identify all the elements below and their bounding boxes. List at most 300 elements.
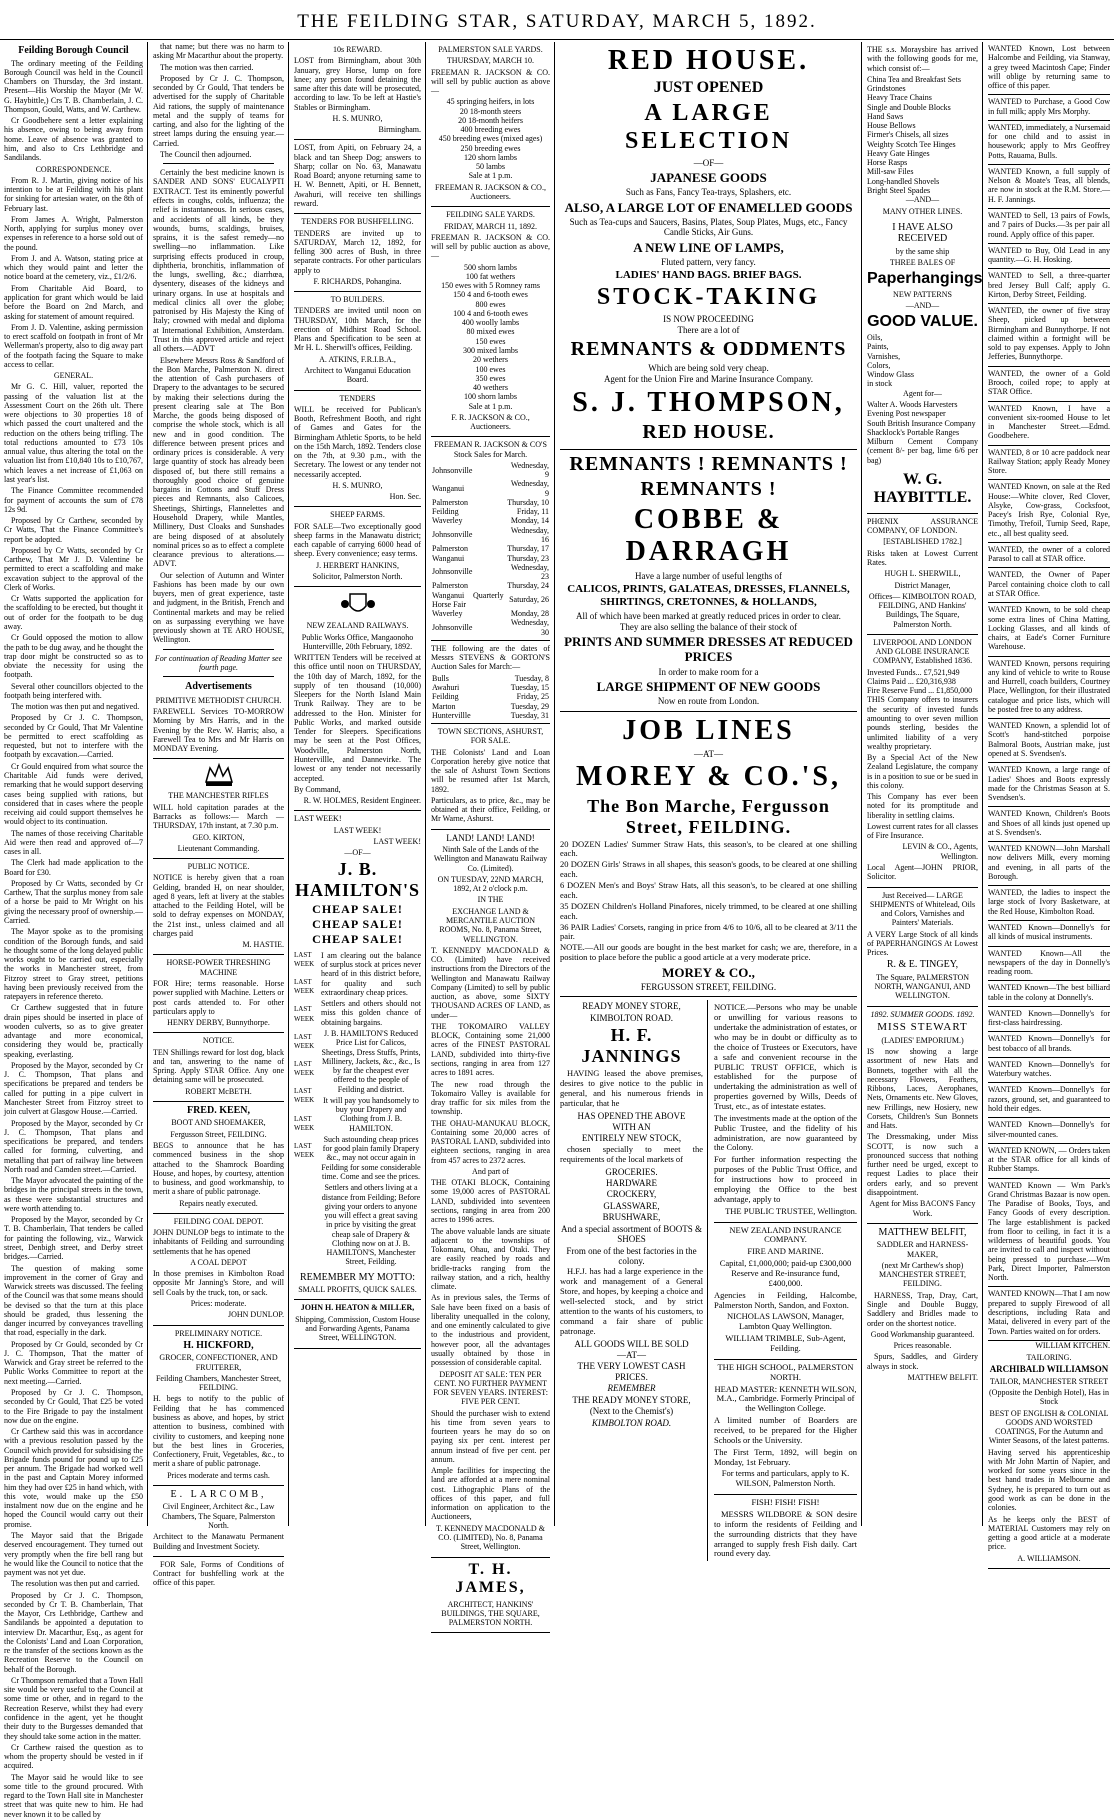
council-para: Cr Thompson remarked that a Town Hall site would be very useful to the Council at some time or other, and in regard to the Recreation Reserve, whilst they had every confidence in the agent, yet he thought their duty to the Burgesses demanded that they should take some action in the matter. <box>4 1675 143 1741</box>
wanted-ad <box>988 244 1110 270</box>
wanted-ad <box>988 402 1110 446</box>
job-line: 20 DOZEN Girls' Straws in all shapes, this season's goods, to be cleared at one shilling each. <box>560 859 857 880</box>
council-para: The Mayor spoke as to the promising condition of the Borough funds, and said he thought some of the long delayed public works ought to be carried out, especially the works in Manchester street, from Fitzroy street to Gray street, petitions having been previously received from the ratepayers in reference thereto. <box>4 927 143 1002</box>
ad-text: The investments made at the option of the Public Trustee, and the fidelity of his administration, are now guaranteed by the Colony. <box>714 1112 857 1153</box>
goods-item: Firmer's Chisels, all sizes <box>867 130 949 140</box>
wanted-ad <box>988 304 1110 367</box>
ad-text: THE READY MONEY STORE, <box>572 1394 691 1405</box>
ad-heading: TO BUILDERS. <box>330 295 385 305</box>
ad-text: Sale at 1 p.m. <box>468 171 513 181</box>
ad-morey-job-lines <box>560 715 857 998</box>
council-para: Proposed by Cr Gould, seconded by Cr J. C. Thompson, That the matter of Warwick and Gray street be referred to the Public Works Committee to report at the next meeting.—Carried. <box>4 1339 143 1386</box>
ad-text: A limited number of Boarders are received, to be prepared for the Higher Schools or the University. <box>714 1415 857 1445</box>
wanted-ad-text: WANTED, the Owner of Paper Parcel containing choice cloth to call at STAR Office. <box>988 570 1110 599</box>
ad-text: Offices— KIMBOLTON ROAD, FEILDING, AND Hankins' Buildings, The Square, Palmerston North. <box>868 591 977 629</box>
council-para: The question of making some improvement in the corner of Gray and Warwick streets was discussed. The feeling of the Council was that some means should be devised so that the turn at this place should be graded, thus lessening the danger incurred by conveyances travelling that road, especially in the dark. <box>4 1263 143 1338</box>
ad-text: EXCHANGE LAND & MERCANTILE AUCTION ROOMS, No. 8, Panama Street, WELLINGTON. <box>439 906 542 944</box>
table-cell: Thursday, 23 <box>507 553 549 563</box>
column-7-wanted <box>984 42 1114 1563</box>
wanted-ad <box>988 1118 1110 1144</box>
ad-signature: WILLIAM TRIMBLE, Sub-Agent, Feilding. <box>725 1333 846 1353</box>
stock-line: 40 wethers <box>473 383 508 393</box>
ad-text: —AND— <box>905 195 940 205</box>
ad-threshing-machine <box>153 958 284 1033</box>
last-week-label: LAST WEEK <box>294 1087 315 1105</box>
table-cell: Palmerston <box>432 544 468 554</box>
ad-signature: F. RICHARDS, Pohangina. <box>313 276 402 286</box>
ad-text: And a special assortment of BOOTS & SHOES <box>561 1223 702 1245</box>
ad-text: MESSRS WILDBORE & SON desire to inform the residents of Feilding and the surrounding districts that they have arranged to supply fresh Fish daily. Cart round every day. <box>714 1508 857 1559</box>
ad-heading: JUST OPENED <box>653 79 764 97</box>
table-row <box>431 554 550 563</box>
table-cell: Thursday, 17 <box>507 544 549 554</box>
ad-heading: I HAVE ALSO RECEIVED <box>892 221 953 245</box>
last-week-labels <box>294 951 318 1269</box>
ad-heading: MATTHEW BELFIT, <box>878 1226 967 1238</box>
ad-signature: JOHN DUNLOP. <box>227 1310 284 1320</box>
ad-text: Such astounding cheap prices for good plain family Drapery &c., may not occur again in Feilding for some considerable time. Come and see the prices. <box>321 1134 421 1181</box>
table-cell: Wednesday, 16 <box>510 525 549 545</box>
council-heading: Feilding Borough Council <box>18 45 129 56</box>
wanted-ad-text: WANTED Known—All the newspapers of the day in Donnelly's reading room. <box>988 948 1110 977</box>
goods-item: Hand Saws <box>867 111 904 121</box>
ad-heading: REMNANTS ! REMNANTS ! <box>569 453 848 476</box>
council-para: Proposed by the Mayor, seconded by Cr J. C. Thompson, That plans and specifications be prepared, and tenders called for forming, culverting, and metalling that part of railway line between North road and Camden street.—Carried. <box>4 1118 143 1174</box>
job-line: 6 DOZEN Men's and Boys' Straw Hats, all this season's, to be cleared at one shilling each. <box>560 880 857 900</box>
ad-heading: W. G. HAYBITTLE. <box>873 470 972 507</box>
ad-to-builders <box>294 295 421 390</box>
ad-text: DEPOSIT AT SALE: TEN PER CENT. NO FURTHER PAYMENT FOR SEVEN YEARS. INTEREST: FIVE PER CENT. <box>433 1369 548 1407</box>
ad-sheep-farms <box>294 510 421 587</box>
ad-text: HARNESS, Trap, Dray, Cart, Single and Double Buggy, Saddlery and Bridles made to order on the shortest notice. <box>867 1290 978 1328</box>
last-week-texts <box>321 951 421 1269</box>
ad-lost-dog <box>294 143 421 214</box>
ad-heading: PRELIMINARY NOTICE. <box>174 1328 263 1338</box>
table-row <box>431 498 550 507</box>
ad-heaton-miller <box>294 1303 421 1348</box>
stock-line: 150 ewes <box>475 336 506 346</box>
ad-text: And part of <box>472 1166 509 1176</box>
ad-text: Lowest current rates for all classes of Fire Insurance. <box>867 821 978 841</box>
ad-text: The Square, PALMERSTON NORTH, WANGANUI, AND WELLINGTON. <box>874 972 971 1001</box>
ad-text: WRITTEN Tenders will be received at this office until noon on THURSDAY, the 10th day of March, 1892, for the supply of ten thousand (10,000) Sleepers for the North Island Main Trunk Railway. They are to be addressed to the Hon. Minister for Public Works, and marked outside Tender for Sleepers. Specifications may be seen at the Post Offices, Woodville, Palmerston North, Huntervillle, and Dannevirke. The lowest or any tender not necessarily accepted. <box>294 653 421 783</box>
stock-item: Window Glass <box>867 370 915 380</box>
ad-text: The Dressmaking, under Miss SCOTT, is now such a pronounced success that nothing further need be urged, except to request Ladies to place their orders early, and so prevent disappointment. <box>867 1132 978 1198</box>
ad-text: LAST WEEK! <box>333 825 382 835</box>
ad-heading: MOREY & CO.'S, <box>576 761 841 793</box>
ad-heading: HAS OPENED THE ABOVE <box>577 1110 686 1121</box>
wanted-ad-text: WANTED to Buy, Old Lead in any quantity.—G. H. Hosking. <box>988 245 1110 265</box>
fund-item: Invested Funds... £7,521,949 <box>867 667 960 677</box>
wanted-ad <box>988 367 1110 402</box>
wanted-ad-text: WANTED Known, Children's Boots and Shoes of all kinds just opened up at S. Svendsen's. <box>988 809 1110 837</box>
ad-text: Ample facilities for inspecting the land are afforded at a mere nominal cost. Lithographic Plans of the offices of this paper, and full information on application to the Auctioneers, <box>431 1466 550 1522</box>
ad-reward <box>294 45 421 140</box>
council-para: Proposed by Cr J. C. Thompson, seconded by Cr Gould, That £25 be voted to the Fire Brigade to pay the instalment now due on the engine. <box>4 1387 143 1425</box>
wanted-ad-text: WANTED Known—Donnelly's for all kinds of musical instruments. <box>988 922 1110 942</box>
ad-text: There are a lot of <box>677 325 740 336</box>
ad-signature: J. HERBERT HANKINS, <box>316 560 399 570</box>
ad-auction-dates <box>431 644 550 724</box>
ad-signature: THE PUBLIC TRUSTEE, Wellington. <box>725 1205 857 1216</box>
ad-signature: HUGH L. SHERWILL, <box>884 569 961 579</box>
job-line: 20 DOZEN Ladies' Summer Straw Hats, this season's, to be cleared at one shilling each. <box>560 838 857 859</box>
ad-text: THE OTAKI BLOCK, Containing some 19,000 acres of PASTORAL LAND, subdivided into seventeen sections, ranging in area from 200 acres to 1996 acres. <box>431 1178 550 1225</box>
ad-town-sections <box>431 727 550 830</box>
ad-williamson <box>988 1353 1110 1569</box>
ad-heading: NOTICE. <box>202 1036 235 1046</box>
ad-text: (next Mr Carthew's shop) MANCHESTER STREET, FEILDING. <box>879 1260 966 1289</box>
ad-notice-dog <box>153 1036 284 1102</box>
ad-text: THE s.s. Moraysbire has arrived with the following goods for me, which consist of:— <box>867 45 978 73</box>
ad-signature: GEO. KIRTON, <box>192 832 245 842</box>
stock-item: Colors, <box>867 360 891 370</box>
wanted-ad-text: WANTED, the ladies to inspect the large stock of Ivory Basketware, at the Red House, Kimbolton Road. <box>988 888 1110 916</box>
ad-hickford <box>153 1329 284 1486</box>
goods-item: Horse Rasps <box>867 158 908 168</box>
job-line: 35 DOZEN Children's Holland Pinafores, nicely trimmed, to be cleared at one shilling each. <box>560 900 857 921</box>
ad-subheading: Public Works Office, Mangaonoho Huntervillle, 20th February, 1892. <box>301 632 414 651</box>
ad-heading: GOOD VALUE. <box>867 312 978 330</box>
stock-line: 20 wethers <box>473 355 508 365</box>
ad-text: THE VERY LOWEST CASH PRICES. <box>577 1361 686 1382</box>
last-week-block <box>294 951 421 1269</box>
wanted-ad <box>988 1007 1110 1033</box>
ad-signature: NICHOLAS LAWSON, Manager, Lambton Quay Wellington. <box>726 1311 845 1332</box>
ad-heading: LARGE SHIPMENT OF NEW GOODS <box>596 678 821 694</box>
fund-item: Claims Paid ... £20,316,938 <box>867 676 956 686</box>
stock-sales-table <box>431 461 550 637</box>
goods-item: Grindstones <box>867 84 906 94</box>
council-para: Cr Goodbehere sent a letter explaining his absence, owing to being away from home. Leave of absence was granted to him, and also to Crs Lethbridge and Sandilands. <box>4 116 143 163</box>
table-cell: Wednesday, 9 <box>510 479 549 498</box>
goods-item: Mill-saw Files <box>867 167 914 177</box>
ad-text: Having served his apprenticeship with Mr John Martin of Napier, and worked for some years since in the best hand trades in Melbourne and Sydney, he is prepared to turn out as good work as can be done in the colonies. <box>988 1447 1110 1513</box>
table-cell: Tuesday, 8 <box>514 673 549 683</box>
ad-text: —OF— <box>344 848 371 858</box>
column-5-red-house <box>556 42 862 1559</box>
ad-text: As in previous sales, the Terms of Sale have been fixed on a basis of liberality unequalled in the colony, and one eminently calculated to give to the industrious and provident, however poor, all the advantages usually obtained by those in possession of considerable capital. <box>431 1293 550 1368</box>
goods-item: Bright Steel Spades <box>867 185 931 195</box>
ad-text: H. begs to notify to the public of Feilding that he has commenced business as above, and hopes, by strict attention to business, combined with civility to customers, and keeping none but the best lines in Groceries, Confectionery, Fruit, Vegetables, &c., to merit a share of public patronage. <box>153 1394 284 1469</box>
text-para: Elsewhere Messrs Ross & Sandford of the Bon Marche, Palmerston N. direct the attention of Cash purchasers of Drapery to the advantages to be secured by making their selections during the present clearing sale at The Bon Marche, the goods being disposed of comprise the whole stock, which is all new and in good condition. The difference between present prices and ordinary prices is considerable. A very large quantity of stock has already been disposed of, but there still remains a thoroughly good choice of genuine bargains in Cottons and Stuff Dress pieces and Remnants, also Calicoes, Sheetings, Shirtings, Flannelettes and Household Drapery, while Mantles, Millinery, Dust Cloaks and Sunshades are being disposed of at absolutely nominal prices so as to effect a complete clearance previous to alterations.—ADVT. <box>153 355 284 569</box>
ad-text: HEAD MASTER: KENNETH WILSON, M.A., Cambridge. Formerly Principal of the Wellington College. <box>714 1383 857 1414</box>
wanted-ad-text: WANTED Known, persons requiring any kind of vehicle to write to Rouse and Hurrell, coach builders, Courtney Place, Wellington, for their illustrated catalogue and price lists, which will be posted free to any address. <box>988 658 1110 714</box>
ad-stock-sales-march <box>431 440 550 641</box>
ad-subheading: FIRE AND MARINE. <box>747 1246 824 1257</box>
masthead <box>0 6 1114 40</box>
ad-text: Which are being sold very cheap. <box>648 362 769 373</box>
table-cell: Wednesday, 9 <box>510 460 549 480</box>
ad-jannings <box>560 1000 708 1561</box>
ad-heading: NEW ZEALAND INSURANCE COMPANY. <box>729 1224 842 1245</box>
ad-signature: F. R. JACKSON & CO., Auctioneers. <box>451 412 530 432</box>
cheap-sale: CHEAP SALE! <box>312 917 403 932</box>
ad-text: BRUSHWARE, <box>602 1212 661 1223</box>
goods-item: Heavy Gate Hinges <box>867 148 930 158</box>
ad-text: For further information respecting the purposes of the Public Trust Office, and for instructions how to proceed in employing the Office to the best advantage, apply to <box>714 1154 857 1204</box>
wanted-ad-text: WANTED KNOWN—That I am now prepared to supply Firewood of all descriptions, including Rata and Matai, delivered in every part of the Town. Parties waited on for orders. <box>988 1289 1110 1336</box>
ad-heading: SHEEP FARMS. <box>330 510 385 520</box>
ad-text: Spurs, Saddles, and Girdery always in stock. <box>867 1352 978 1371</box>
ad-text: —AND— <box>905 301 940 311</box>
last-week-label: LAST WEEK <box>294 950 315 968</box>
agency-item: Milburn Cement Company (cement 8/- per bag, lime 6/6 per bag) <box>867 437 978 465</box>
items-list <box>867 333 978 389</box>
stock-item: Oils, <box>867 333 883 343</box>
ad-signature: A. ATKINS, F.R.I.B.A., <box>319 354 396 364</box>
ad-subheading: (LADIES' EMPORIUM.) <box>881 1035 964 1045</box>
council-para: Proposed by the Mayor, seconded by Cr T. B. Chamberlain, That tenders be called for painting the following, viz., Warwick street, Denbigh street, and Derby street bridges.—Carried. <box>4 1215 143 1262</box>
wanted-ad-text: WANTED Known, Lost between Halcombe and Feilding, via Stanway, a grey tweed Macintosh Cape; Finder will oblige by returning same to office of this paper. <box>988 44 1110 91</box>
ad-text: KIMBOLTON ROAD. <box>589 1012 673 1023</box>
goods-item: Single and Double Blocks <box>867 102 951 112</box>
ad-heading: ARCHIBALD WILLIAMSON <box>989 1364 1109 1375</box>
ad-heading: PRIMITIVE METHODIST CHURCH. <box>155 695 282 705</box>
council-para: Several other councillors objected to the footpath being interfered with. <box>4 681 143 700</box>
ad-public-trust <box>714 1003 857 1222</box>
ad-text: FOR SALE—Two exceptionally good sheep farms in the Manawatu district; each capable of carrying 6000 head of sheep. Every convenience; easy terms. <box>294 521 421 559</box>
goods-item: China Tea and Breakfast Sets <box>867 74 961 84</box>
ad-heading: Paperhangings <box>867 269 983 287</box>
ad-heading: PHŒNIX ASSURANCE COMPANY, OF LONDON. <box>867 516 978 536</box>
stock-line: 800 ewes <box>475 299 506 309</box>
ad-text: KIMBOLTON ROAD. <box>591 1417 672 1428</box>
ad-heading: FEILDING COAL DEPOT. <box>173 1216 264 1226</box>
wanted-ad-text: WANTED Known—Donnelly's for first-class hairdressing. <box>988 1008 1110 1028</box>
table-cell: Wednesday, 23 <box>510 562 549 582</box>
table-cell: Tuesday, 29 <box>510 701 549 711</box>
wanted-ad <box>988 1032 1110 1058</box>
goods-list <box>867 75 978 195</box>
ad-land-sale <box>431 833 550 1558</box>
wanted-ad <box>988 886 1110 921</box>
table-cell: Friday, 25 <box>516 692 549 702</box>
ad-text: Architect to the Manawatu Permanent Building and Investment Society. <box>153 1532 284 1551</box>
table-row <box>431 516 550 525</box>
wanted-ad-text: WANTED Known—The best billiard table in the colony at Donnelly's. <box>988 983 1110 1002</box>
ad-nz-railways <box>294 590 421 811</box>
text-para: The motion was then carried. <box>160 62 254 72</box>
ad-heading: TENDERS FOR BUSHFELLING. <box>301 217 414 227</box>
table-row <box>431 618 550 637</box>
council-para: From Charitable Aid Board, to application for grant which would be laid before the Board on 2nd March, and asking for statement of amount required. <box>4 283 143 321</box>
ad-text: They are also selling the balance of their stock of <box>619 621 798 632</box>
wanted-ad <box>988 719 1110 763</box>
ad-text: JOHN DUNLOP begs to intimate to the inhabitants of Feilding and surrounding settlements that he has opened <box>153 1228 284 1256</box>
table-cell: Huntervillle <box>432 710 471 720</box>
ad-text: SMALL PROFITS, QUICK SALES. <box>298 1285 417 1295</box>
ad-signature: HENRY DERBY, Bunnythorpe. <box>167 1018 270 1028</box>
ad-haybittle <box>867 45 983 514</box>
ad-signature: LEVIN & CO., Agents, Wellington. <box>902 842 978 861</box>
wanted-ad <box>988 209 1110 244</box>
column-6-haybittle <box>863 42 983 1526</box>
table-cell: Feilding <box>432 692 459 702</box>
wanted-ad-text: WANTED Known, a splendid lot of Scott's hand-stitched porpoise Balmoral Boots, Austrian make, just opened at S. Svendsen's. <box>988 721 1110 758</box>
wanted-ad <box>988 947 1110 982</box>
wanted-ad-text: WANTED Known — Wm Park's Grand Christmas Bazaar is now open. The Paradise of Books, Toys, and Fancy Goods of every description. The large establishment is packed from floor to ceiling, in fact it is a wilderness of beautiful goods. You are invited to call and inspect without being pressed to purchase.—Wm Park, Direct Importer, Palmerston North. <box>988 1180 1110 1283</box>
ad-signature: Solicitor, Palmerston North. <box>312 572 403 582</box>
column-3 <box>290 42 426 1526</box>
wanted-ad <box>988 1058 1110 1084</box>
ad-text: REMEMBER <box>607 1383 656 1394</box>
ad-text: Capital, £1,000,000; paid-up £300,000 Reserve and Re-insurance fund, £400,000. <box>719 1258 852 1288</box>
ad-signature: ROBERT McBETH. <box>185 1086 252 1096</box>
ad-signature: Birmingham. <box>378 125 421 135</box>
goods-item: Long-handled Shovels <box>867 176 940 186</box>
wanted-ad <box>988 1287 1110 1340</box>
wanted-ad <box>988 981 1110 1007</box>
wanted-ad-text: WANTED, immediately, a Nursemaid for one child and to assist in housework; apply to Mrs Geoffrey Potts, Rauama, Bulls. <box>988 122 1110 160</box>
ad-text: LOST, from Apiti, on February 24, a black and tan Sheep Dog; answers to Sharp; collar on No. 63, Manawatu Road Board; anyone returning same to H. W. Bennett, Apiti, or H. Bennett, Awahuri, will receive ten shillings reward. <box>294 143 421 208</box>
ad-text: IS now showing a large assortment of new Hats and Bonnets, together with all the necessary Flowers, Feathers, Ribbons, Laces, Aerophanes, Nets, Ornaments etc. New Gloves, new Frillings, new Hosiery, new Corsets, Children's Sun Bonnets and Hats. <box>867 1047 978 1131</box>
ad-text: Have a large number of useful lengths of <box>634 570 783 581</box>
ad-belfit <box>867 1227 978 1382</box>
table-cell: Palmerston <box>432 581 468 591</box>
ad-th-james <box>431 1561 550 1634</box>
table-row <box>431 683 550 692</box>
ad-text: FOR Sale, Forms of Conditions of Contract for bushfelling work at the office of this paper. <box>153 1559 284 1588</box>
council-para: The resolution was then put and carried. <box>11 1579 140 1589</box>
ad-heading: 10s REWARD. <box>333 45 382 54</box>
stock-item: in stock <box>867 379 893 389</box>
ad-text: Risks taken at Lowest Current Rates. <box>867 548 978 567</box>
ad-text: THE Colonists' Land and Loan Corporation hereby give notice that the sale of Ashurst Town Sections will be resumed after 1st March, 1892. <box>431 747 550 794</box>
job-line: 36 PAIR Ladies' Corsets, ranging in price from 4/6 to 10/6, all to be cleared at 3/11 the pair. <box>560 921 857 942</box>
council-para: Cr Gould enquired from what source the Charitable Aid funds were derived, remarking that he would support deserving cases being supplied with rations, but considered that in cases where the people receiving aid could support themselves he would object to its continuation. <box>4 761 143 827</box>
ad-text: IN THE <box>477 895 504 905</box>
ad-larcomb <box>153 1489 284 1557</box>
stock-line: 100 ewes <box>475 364 506 374</box>
ad-phoenix-assurance <box>867 517 978 635</box>
wanted-ad <box>988 842 1110 886</box>
ad-text: CROCKERY, <box>606 1189 657 1200</box>
table-cell: Waverley <box>432 516 463 526</box>
ad-text: J. B. HAMILTON'S Reduced Price List for Calicos, Sheetings, Dress Stuffs, Prints, Millinery, Jackets, &c., &c., Is by far the cheapest ever offered to the people of Feilding and district. <box>321 1028 421 1094</box>
ad-text: Civil Engineer, Architect &c., Law Chambers, The Square, Palmerston North. <box>162 1502 275 1530</box>
council-para: Cr Gould opposed the motion to allow the path to be dug away, and he thought the trap door might be constructed so as to obviate the necessity for using the footpath. <box>4 633 143 680</box>
stock-line: 500 shorn lambs <box>464 262 517 272</box>
ad-signature: R. W. HOLMES, Resident Engineer. <box>303 796 421 806</box>
ad-text: NOTE.—All our goods are bought in the best market for cash; we are, therefore, in a position to place before the public a good article at a very moderate price. <box>560 942 857 963</box>
last-week-label: LAST WEEK <box>294 1005 315 1023</box>
wanted-ad-text: WANTED Known, on sale at the Red House:—White clover, Red Clover, Alsyke, Cow-grass, Cocksfoot, Pacey's Irish Rye, Colonial Rye, Timothy, Trefoil, Turnip Seed, Rape, etc., all best quality seed. <box>988 482 1110 538</box>
ad-heading: CALICOS, PRINTS, GALATEAS, DRESSES, FLANNELS, SHIRTINGS, CRETONNES, & HOLLANDS, <box>567 583 850 608</box>
table-cell: Johnsonville <box>432 465 473 475</box>
council-para: From R. J. Martin, giving notice of his intention to be at Feilding with his plant for sinking for artesian water, on the 8th of February last. <box>4 175 143 213</box>
ad-text: Should the purchaser wish to extend his time from seven years to fourteen years he may do so on paying six per cent. interest per annum instead of five per cent. per annum. <box>431 1408 550 1464</box>
ad-text: Prices moderate and terms cash. <box>167 1470 270 1480</box>
ad-tenders-booths <box>294 394 421 508</box>
ad-heading: REMNANTS ! <box>640 478 777 501</box>
table-row <box>431 563 550 582</box>
ad-heading: RED HOUSE. <box>642 421 775 444</box>
ad-tenders-bushfelling <box>294 217 421 292</box>
subheading: CORRESPONDENCE. <box>35 164 112 174</box>
ad-text: Agent for the Union Fire and Marine Insurance Company. <box>603 374 814 385</box>
ad-heading: H. F. JANNINGS <box>581 1025 682 1067</box>
wanted-ad-text: WANTED Known—Donnelly's for razors, ground, set, and guaranteed to hold their edges. <box>988 1085 1110 1113</box>
last-week-label: LAST WEEK <box>294 978 315 996</box>
wanted-ad <box>988 480 1110 543</box>
ad-subheading: THURSDAY, MARCH 10. <box>446 56 535 66</box>
ad-text: Settlers and others should not miss this golden chance of obtaining bargains. <box>321 999 421 1027</box>
wanted-ad-text: WANTED to Purchase, a Good Cow in full milk; apply Mrs Morphy. <box>988 97 1110 116</box>
wanted-ad-text: WANTED, 8 or 10 acre paddock near Railway Station; apply Ready Money Store. <box>988 447 1110 476</box>
ad-text: ARCHITECT, HANKINS' BUILDINGS, THE SQUARE, PALMERSTON NORTH. <box>441 1599 540 1628</box>
ad-text: LAST WEEK! <box>294 814 342 824</box>
table-row <box>431 702 550 711</box>
ad-text: THREE BALES OF <box>889 258 956 268</box>
wanted-ad <box>988 446 1110 481</box>
text-para: Certainly the best medicine known is SANDER AND SONS' EUCALYPTI EXTRACT. Test its eminently powerful effects in coughs, colds, influenza; the relief is instantaneous. In serious cases, and accidents of all kinds, be they wounds, burns, scaldings, bruises, sprains, it is the safest remedy—no swelling—no inflammation. Like surprising effects produced in croup, diphtheria, bronchitis, inflammation of the lungs, swelling, &c.; diarrhœa, dysentery, diseases of the kidneys and urinary organs. In use at hospitals and medical clinics all over the globe; patronised by His Majesty the King of Italy; crowned with medal and diploma at International Exhibition, Amsterdam. Trust in this approved article and reject all others.—ADVT <box>153 168 284 354</box>
stock-item: Varnishes, <box>867 351 901 361</box>
ad-hamilton-sale <box>294 814 421 1300</box>
ad-signature: FREEMAN R. JACKSON & CO., Auctioneers. <box>435 182 546 201</box>
wanted-ad-text: WANTED Known, a large range of Ladies' Shoes and Boots expressly made for the Christmas Season at S. Svendsen's. <box>988 765 1110 803</box>
ad-signature: H. S. MUNRO, <box>332 480 383 490</box>
council-para: Proposed by Cr J. C. Thompson, seconded by Cr T. B. Chamberlain, That the Mayor, Crs Lethbridge, Carthew and Sandilands be appointed a deputation to interview Dr. Macarthur, Esq., as agent for the Colonists' Land and Loan Corporation, re the transfer of the sections known as the Recreation Reserve to the Council on behalf of the Borough. <box>4 1590 143 1674</box>
hamilton-name: J. B. HAMILTON'S <box>294 859 421 901</box>
ad-text: A VERY Large Stock of all kinds of PAPERHANGINGS At Lowest Prices. <box>867 929 978 958</box>
wanted-ad-text: WANTED to Sell, a three-quarter bred Jersey Bull Calf; apply G. Kirton, Derby Street, Feilding. <box>988 271 1110 299</box>
ad-coal-depot <box>153 1217 284 1326</box>
ad-signature: T. KENNEDY MACDONALD & CO. (LIMITED), No. 8, Panama Street, Wellington. <box>436 1523 545 1552</box>
ad-text: This Company has ever been noted for its promptitude and liberality in settling claims. <box>867 792 978 820</box>
table-cell: Wednesday, 30 <box>510 618 549 637</box>
ad-heading: MOREY & CO., <box>662 964 755 980</box>
red-house-title: RED HOUSE. <box>607 45 810 76</box>
ad-text: T. KENNEDY MACDONALD & CO. (Limited) have received instructions from the Directors of the Wellington and Manawatu Railway Company (Limited) to sell by public auction, as above, some SIXTY THOUSAND ACRES OF LAND, as under— <box>431 945 550 1020</box>
ad-text: In those premises in Kimbolton Road opposite Mr Janning's Store, and will sell Coals by the truck, ton, or sack. <box>153 1269 284 1297</box>
ad-text: MANY OTHER LINES. <box>882 206 963 216</box>
wanted-ad <box>988 921 1110 947</box>
column-2 <box>149 42 289 1588</box>
ad-text: Agent for Miss BACON'S Fancy Work. <box>869 1199 976 1218</box>
ad-heading: PALMERSTON SALE YARDS. <box>438 45 543 54</box>
wanted-ad <box>988 807 1110 842</box>
last-week-label: LAST WEEK <box>294 1114 315 1132</box>
stock-line: 100 4 and 6-tooth ewes <box>453 308 528 318</box>
ads-right <box>714 1000 857 1561</box>
ad-heading: REMNANTS & ODDMENTS <box>570 337 847 360</box>
ad-text: ALL GOODS WILL BE SOLD <box>574 1338 689 1349</box>
table-cell: Bulls <box>432 673 449 683</box>
wanted-ad-text: WANTED KNOWN—John Marshall now delivers Milk, every morning and evening, in all parts of the Borough. <box>988 844 1110 881</box>
wanted-ad-text: WANTED Known—Donnelly's for best tobacco of all brands. <box>988 1034 1110 1053</box>
ad-text: HARDWARE <box>606 1177 657 1188</box>
table-cell: Saturday, 26 <box>509 595 549 605</box>
wanted-ad <box>988 42 1110 95</box>
stock-line: 150 4 and 6-tooth ewes <box>453 290 528 300</box>
council-para: The Clerk had made application to the Board for £30. <box>4 858 143 877</box>
ad-text: LOST from Birmingham, about 30th January, grey Horse, lump on fore knee; any person found detaining the same after this date will be prosecuted, according to law. To be left at Hastie's Stables or Birmingham. <box>294 56 421 112</box>
ad-fred-keen <box>153 1105 284 1214</box>
council-para: The Mayor said he would like to see some title to the ground procured. With regard to the Town Hall site in Manchester street that was quite new to him. He had never known it to be called by <box>4 1772 143 1819</box>
ad-text: Such as Tea-cups and Saucers, Basins, Plates, Soup Plates, Mugs, etc., Fancy Candle Sticks, Air Guns. <box>569 216 848 238</box>
wanted-ad-text: WANTED KNOWN, — Orders taken at the STAR office for all kinds of Rubber Stamps. <box>988 1145 1110 1174</box>
ad-miss-stewart <box>867 1010 978 1224</box>
ad-signature: Hon. Sec. <box>389 492 421 502</box>
ad-heading: TAILORING. <box>1026 1353 1072 1363</box>
ad-text: WILL be received for Publican's Booth, Refreshment Booth, and right of Games and Gates for the Birmingham Athletic Sports, to be held on the 15th March, 1892. Tenders close on the 7th, at 9.30 p.m., with the Secretary. The lowest or any tender not necessarily accepted. <box>294 404 421 479</box>
ad-text: Good Workmanship guaranteed. <box>870 1329 975 1339</box>
wanted-ad-text: WANTED Known—Donnelly's for silver-mounted canes. <box>988 1120 1110 1139</box>
stock-list <box>431 97 550 171</box>
ad-heading: ALSO, A LARGE LOT OF ENAMELLED GOODS <box>564 199 853 215</box>
ad-text: WILL hold capitation parades at the Barracks as follows:— March — THURSDAY, 17th instant, at 7.30 p.m. <box>153 802 284 831</box>
